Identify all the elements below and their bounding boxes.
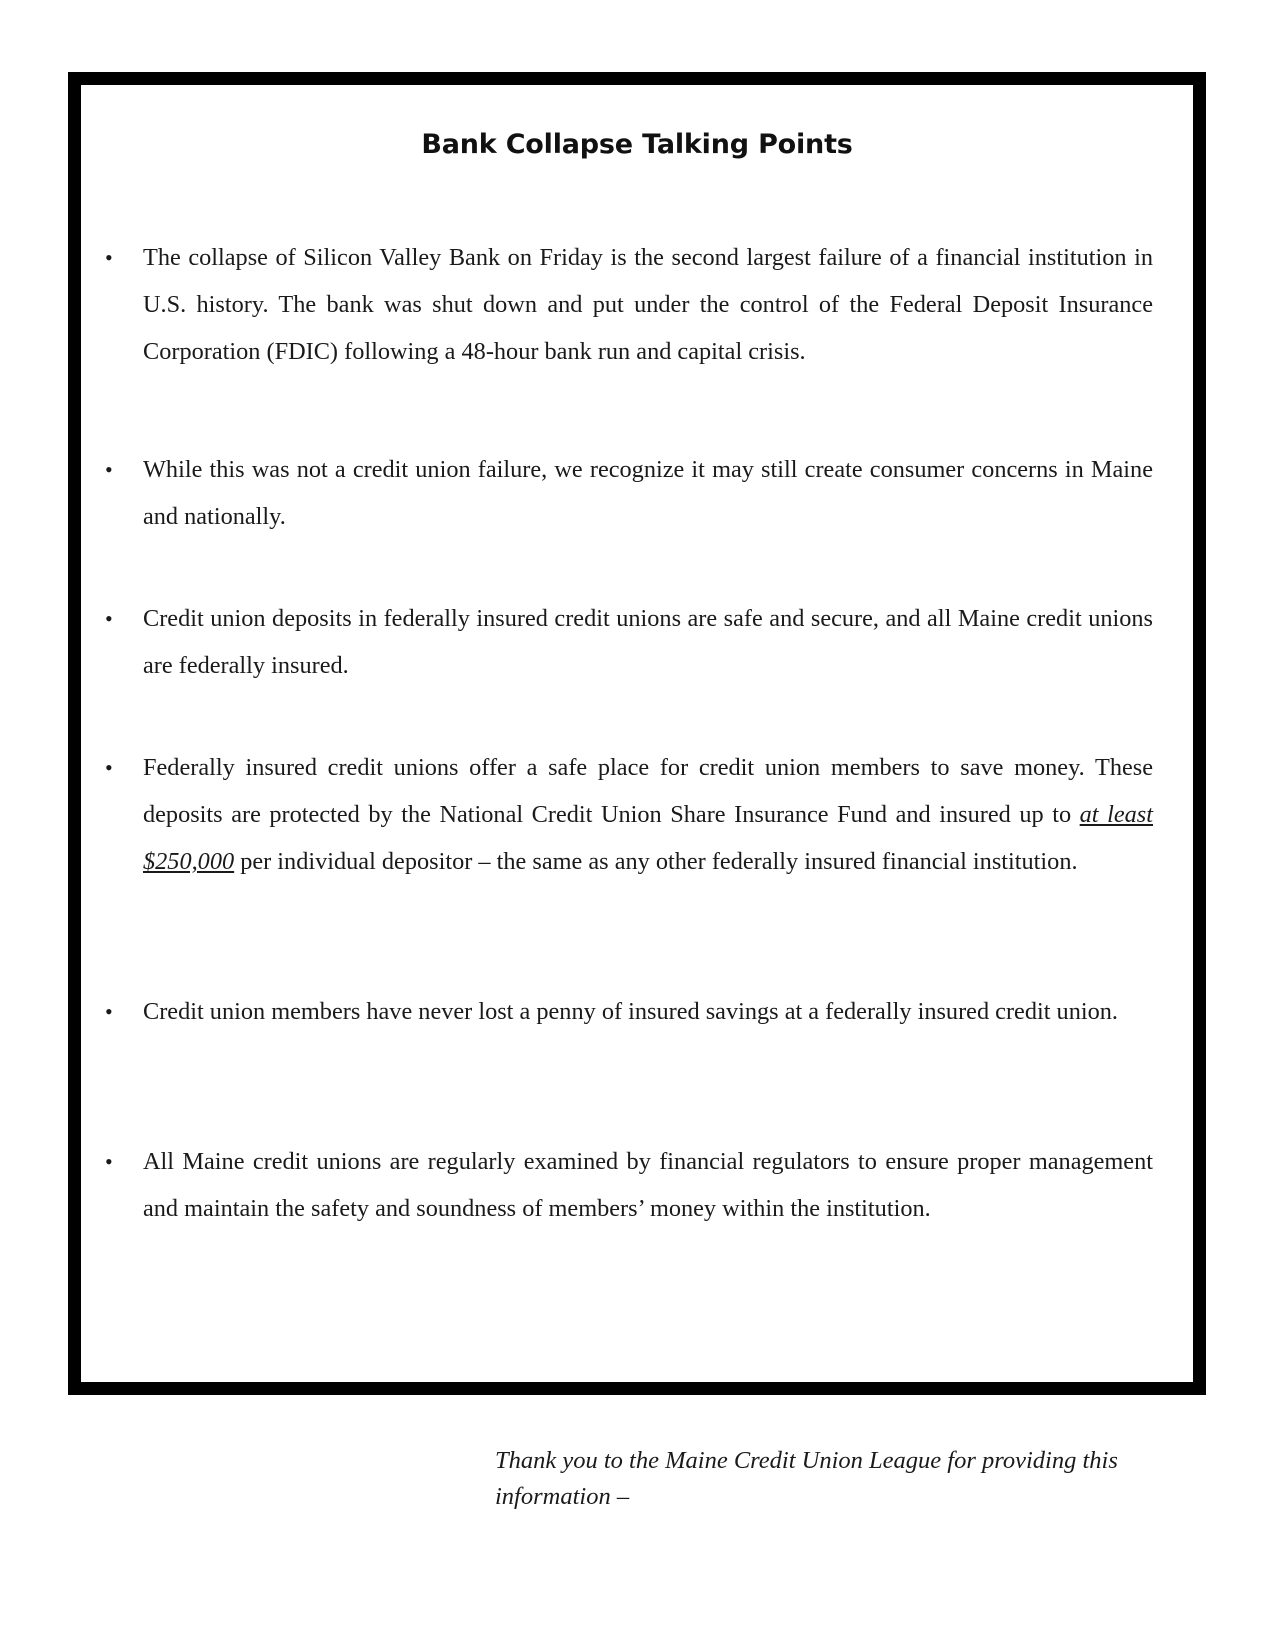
point-text: Credit union members have never lost a penny of insured savings at a federally insured credit union. [143,998,1118,1025]
credit-note: Thank you to the Maine Credit Union League for providing this information – [495,1447,1118,1510]
list-item [81,595,1153,689]
point-text-before: Federally insured credit unions offer a safe place for credit union members to save money. These deposits are protected by the National Credit Union Share Insurance Fund and insured up to [143,754,1153,828]
point-text-after: per individual depositor – the same as any other federally insured financial institution. [234,848,1078,875]
bullet-icon: • [105,245,113,270]
page-title: Bank Collapse Talking Points [421,129,853,160]
list-item [81,446,1153,540]
point-text: While this was not a credit union failure, we recognize it may still create consumer concerns in Maine and nationally. [143,456,1153,530]
point-text: Credit union deposits in federally insured credit unions are safe and secure, and all Maine credit unions are federally insured. [143,605,1153,679]
bullet-icon: • [105,606,113,631]
point-text: The collapse of Silicon Valley Bank on Friday is the second largest failure of a financial institution in U.S. history. The bank was shut down and put under the control of the Federal Deposit Insurance Corporation (FDIC) following a 48-hour bank run and capital crisis. [143,244,1153,365]
list-item [81,988,1153,1035]
list-item [81,744,1153,885]
bullet-icon: • [105,755,113,780]
point-text: All Maine credit unions are regularly examined by financial regulators to ensure proper management and maintain the safety and soundness of members’ money within the institution. [143,1148,1153,1222]
bullet-icon: • [105,457,113,482]
talking-points-frame [68,72,1206,1395]
list-item [81,1138,1153,1232]
bullet-icon: • [105,999,113,1024]
list-item [81,234,1153,375]
bullet-icon: • [105,1149,113,1174]
point-text [143,744,1153,885]
insured-amount-emphasis: at least $250,000 [143,801,1153,875]
